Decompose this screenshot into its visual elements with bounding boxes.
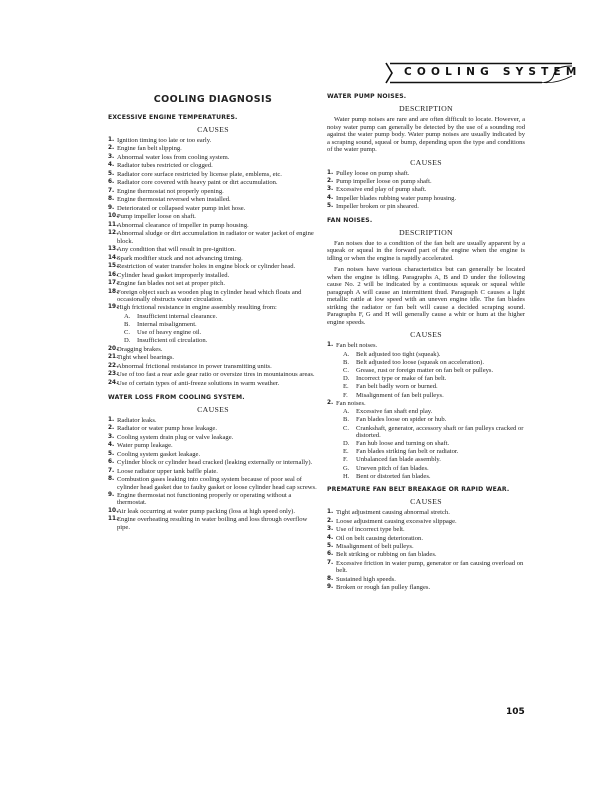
sub-list-item [336, 416, 525, 423]
sub-list-item [117, 313, 318, 320]
item-text: Excessive end play of pump shaft. [336, 186, 427, 194]
fan-noises-description-2: Fan noises have various characteristics but can generally be located when the engine is idling. Paragraphs A, B and D under the following cause No. 2 will be indicated by a continuous squeak or squeal while paragraph A will cause an intermittent thud. Paragraph C causes a light metallic rattle at low speed with an uneven engine idle. The fan blades striking the radiator or fan belt will cause a decided scraping sound. Paragraphs F, G and H will generally cause a whir or hum at the higher engine speeds. [327, 266, 525, 326]
item-number: 8. [108, 476, 115, 483]
sub-item-letter: G. [343, 464, 350, 472]
sub-list-item [117, 329, 318, 336]
item-number: 9. [108, 492, 115, 499]
list-item [108, 145, 318, 152]
right-column [327, 90, 525, 595]
list-item [327, 518, 525, 525]
left-column [108, 90, 318, 534]
list-item [108, 476, 318, 491]
sub-list-item [336, 367, 525, 374]
item-text: Engine thermostat reversed when installed. [117, 196, 231, 204]
list-item [108, 451, 318, 458]
item-number: 23. [108, 371, 119, 378]
item-text: Spark modifier stuck and not advancing timing. [117, 254, 243, 262]
list-item [108, 459, 318, 466]
item-text: Pulley loose on pump shaft. [336, 169, 410, 177]
water-loss-heading: WATER LOSS FROM COOLING SYSTEM. [108, 393, 245, 401]
item-text: Engine thermostat not functioning properly or operating without a thermostat. [117, 492, 292, 507]
item-text: Impeller blades rubbing water pump housing. [336, 194, 457, 202]
list-item [108, 272, 318, 279]
item-number: 9. [327, 584, 334, 591]
item-text: Tight adjustment causing abnormal stretch. [336, 509, 450, 517]
item-number: 11. [108, 221, 119, 228]
item-number: 4. [327, 194, 334, 201]
list-item [327, 535, 525, 542]
sub-item-text: Belt adjusted too tight (squeak). [356, 350, 441, 358]
item-number: 6. [108, 459, 115, 466]
item-number: 7. [108, 467, 115, 474]
list-item [327, 203, 525, 210]
item-number: 15. [108, 263, 119, 270]
list-item [327, 178, 525, 185]
item-text: Radiator core covered with heavy paint or dirt accumulation. [117, 179, 278, 187]
list-item [108, 442, 318, 449]
item-number: 1. [327, 342, 334, 349]
item-text: Fan belt noises. [336, 342, 378, 350]
description-label: DESCRIPTION [399, 227, 453, 237]
sub-item-text: Belt adjusted too loose (squeak on acceleration). [356, 358, 484, 366]
item-text: Deteriorated or collapsed water pump inlet hose. [117, 204, 246, 212]
fan-noises-description-1: Fan noises due to a condition of the fan belt are usually apparent by a squeak or squeal in the forward part of the engine when the engine is idling or when the engine is rapidly accelerated. [327, 239, 525, 262]
item-number: 4. [327, 534, 334, 541]
sub-list-item [336, 448, 525, 455]
item-number: 17. [108, 280, 119, 287]
item-number: 6. [108, 179, 115, 186]
item-text: Ignition timing too late or too early. [117, 137, 212, 144]
item-text: Abnormal sludge or dirt accumulation in radiator or water jacket of engine block. [117, 230, 314, 245]
list-item [108, 346, 318, 353]
item-number: 3. [108, 153, 115, 160]
description-label: DESCRIPTION [399, 104, 453, 113]
item-text: Abnormal water loss from cooling system. [117, 153, 230, 161]
item-number: 1. [108, 137, 115, 143]
list-item [108, 425, 318, 432]
list-item [108, 434, 318, 441]
sub-item-text: Bent or distorted fan blades. [356, 472, 431, 480]
sub-item-text: Incorrect type or make of fan belt. [356, 375, 447, 383]
item-text: Impeller broken or pin sheared. [336, 203, 419, 211]
item-text: Misalignment of belt pulleys. [336, 543, 414, 550]
item-text: Foreign object such as wooden plug in cylinder head which floats and occasionally obstructs water circulation. [117, 288, 302, 303]
item-number: 4. [108, 442, 115, 449]
item-number: 6. [327, 551, 334, 558]
item-text: Any condition that will result in pre-ignition. [117, 246, 236, 254]
item-text: Fan noises. [336, 399, 366, 407]
list-item [327, 551, 525, 558]
premature-wear-heading: PREMATURE FAN BELT BREAKAGE OR RAPID WEAR. [327, 486, 510, 494]
list-item [108, 304, 318, 344]
sub-item-letter: B. [124, 320, 131, 328]
item-text: Cooling system gasket leakage. [117, 450, 201, 458]
sub-list-item [336, 473, 525, 480]
item-text: Pump impeller loose on pump shaft. [336, 177, 432, 185]
sub-item-text: Excessive fan shaft end play. [356, 408, 433, 416]
sub-item-text: Misalignment of fan belt pulleys. [356, 391, 444, 399]
item-text: Engine fan belt slipping. [117, 145, 182, 153]
item-text: Restriction of water transfer holes in engine block or cylinder head. [117, 263, 296, 271]
list-item [108, 380, 318, 387]
sub-list-item [336, 375, 525, 382]
list-item [108, 371, 318, 378]
item-text: Use of incorrect type belt. [336, 526, 405, 534]
item-number: 5. [108, 170, 115, 177]
item-number: 3. [327, 186, 334, 193]
page-title: COOLING DIAGNOSIS [153, 94, 273, 105]
sub-item-letter: C. [124, 329, 131, 337]
sub-item-letter: A. [343, 408, 350, 416]
sub-item-letter: A. [343, 350, 350, 358]
sub-item-letter: E. [343, 383, 349, 391]
item-text: Use of too fast a rear axle gear ratio or oversize tires in mountainous areas. [117, 371, 315, 379]
list-item [108, 230, 318, 245]
item-number: 5. [327, 543, 334, 549]
sub-item-text: Fan blades striking fan belt or radiator. [356, 448, 459, 456]
item-text: Pump impeller loose on shaft. [117, 213, 196, 221]
item-number: 8. [327, 575, 334, 582]
sub-list-item [336, 383, 525, 390]
item-number: 3. [108, 433, 115, 440]
list-item [108, 171, 318, 178]
excessive-temps-heading: EXCESSIVE ENGINE TEMPERATURES. [108, 114, 238, 121]
sub-list-item [117, 337, 318, 344]
sub-item-letter: C. [343, 366, 350, 374]
item-number: 10. [108, 507, 119, 514]
sub-list [336, 408, 525, 480]
list-item [108, 196, 318, 203]
fan-noises-heading: FAN NOISES. [327, 216, 373, 224]
list-item [108, 417, 318, 424]
list-item [327, 526, 525, 533]
premature-wear-list [327, 509, 525, 591]
section-title: COOLING SYSTEM [404, 66, 582, 78]
sub-item-text: Use of heavy engine oil. [137, 329, 202, 337]
sub-item-text: Fan belt badly worn or burned. [356, 383, 438, 391]
sub-item-text: Unbalanced fan blade assembly. [356, 456, 441, 464]
sub-item-letter: D. [343, 375, 350, 383]
item-text: Radiator leaks. [117, 416, 157, 424]
sub-item-letter: B. [343, 358, 350, 366]
item-text: Cooling system drain plug or valve leakage. [117, 433, 234, 441]
item-number: 4. [108, 162, 115, 169]
item-number: 20. [108, 345, 119, 352]
sub-list-item [336, 465, 525, 472]
list-item [327, 543, 525, 550]
item-text: Abnormal frictional resistance in power transmitting units. [117, 362, 272, 370]
sub-list-item [336, 408, 525, 415]
item-number: 18. [108, 288, 119, 295]
item-number: 19. [108, 304, 119, 311]
list-item [108, 363, 318, 370]
item-text: Excessive friction in water pump, generator or fan causing overload on belt. [336, 559, 524, 575]
item-text: High frictional resistance in engine assembly resulting from: [117, 304, 277, 312]
list-item [327, 576, 525, 583]
item-text: Engine overheating resulting in water boiling and loss through overflow pipe. [117, 516, 308, 531]
water-pump-list [327, 170, 525, 211]
sub-list-item [336, 425, 525, 439]
sub-item-letter: D. [343, 440, 350, 448]
item-number: 8. [108, 196, 115, 203]
item-number: 1. [327, 509, 334, 516]
sub-item-text: Insufficient internal clearance. [137, 312, 218, 320]
item-number: 9. [108, 204, 115, 211]
sub-item-text: Fan blades loose on spider or hub. [356, 416, 447, 424]
item-number: 5. [327, 203, 334, 210]
item-number: 5. [108, 450, 115, 457]
item-text: Radiator or water pump hose leakage. [117, 425, 217, 433]
list-item [108, 179, 318, 186]
excessive-temps-list [108, 137, 318, 387]
item-number: 3. [327, 526, 334, 533]
item-number: 14. [108, 254, 119, 261]
item-number: 2. [108, 425, 115, 432]
item-number: 2. [327, 177, 334, 184]
item-text: Sustained high speeds. [336, 575, 396, 583]
item-text: Broken or rough fan pulley flanges. [336, 584, 431, 592]
item-number: 2. [327, 399, 334, 406]
water-loss-list [108, 417, 318, 531]
item-text: Water pump leakage. [117, 442, 173, 450]
sub-item-text: Internal misalignment. [137, 320, 197, 328]
list-item [327, 186, 525, 193]
item-number: 24. [108, 379, 119, 386]
sub-item-letter: F. [343, 456, 348, 464]
item-number: 11. [108, 516, 119, 523]
item-number: 2. [327, 517, 334, 524]
item-text: Belt striking or rubbing on fan blades. [336, 551, 437, 559]
sub-item-letter: H. [343, 472, 350, 480]
water-pump-description: Water pump noises are rare and are often difficult to locate. However, a noisy water pump can generally be detected by the use of a sounding rod against the water pump body. Water pump noises are usually indicated by a scraping sound, squeal or bump, depending upon the type and conditions of the water pump. [327, 116, 525, 153]
list-item [108, 354, 318, 361]
item-text: Radiator core surface restricted by license plate, emblems, etc. [117, 170, 282, 178]
item-number: 2. [108, 145, 115, 152]
item-text: Engine fan blades not set at proper pitch. [117, 280, 226, 288]
item-number: 13. [108, 246, 119, 253]
list-item [108, 188, 318, 195]
sub-list [336, 351, 525, 399]
item-number: 16. [108, 271, 119, 278]
list-item [327, 342, 525, 399]
causes-label: CAUSES [197, 404, 229, 414]
list-item [108, 263, 318, 270]
water-pump-heading: WATER PUMP NOISES. [327, 93, 407, 100]
sub-item-letter: A. [124, 312, 131, 320]
list-item [108, 468, 318, 475]
item-text: Air leak occurring at water pump packing (loss at high speed only). [117, 507, 295, 515]
list-item [327, 509, 525, 516]
sub-item-text: Grease, rust or foreign matter on fan belt or pulleys. [356, 366, 494, 374]
item-text: Engine thermostat not properly opening. [117, 187, 224, 195]
item-number: 10. [108, 213, 119, 220]
sub-item-text: Uneven pitch of fan blades. [356, 464, 429, 472]
item-number: 21. [108, 354, 119, 361]
item-text: Cylinder block or cylinder head cracked (leaking externally or internally). [117, 459, 313, 467]
item-number: 22. [108, 362, 119, 369]
sub-list-item [117, 321, 318, 328]
sub-list-item [336, 351, 525, 358]
list-item [108, 137, 318, 144]
causes-label: CAUSES [197, 125, 229, 134]
item-number: 7. [108, 187, 115, 194]
sub-item-text: Crankshaft, generator, accessory shaft or fan pulleys cracked or distorted. [356, 424, 524, 439]
page-number: 105 [506, 707, 525, 717]
item-text: Loose radiator upper tank baffle plate. [117, 467, 218, 475]
list-item [108, 492, 318, 507]
list-item [108, 222, 318, 229]
sub-list-item [336, 440, 525, 447]
list-item [108, 516, 318, 531]
sub-item-letter: B. [343, 416, 350, 424]
list-item [327, 560, 525, 575]
item-text: Combustion gases leaking into cooling system because of poor seal of cylinder head gasket due to faulty gasket or loose cylinder head cap screws. [117, 476, 317, 491]
list-item [327, 584, 525, 591]
list-item [327, 195, 525, 202]
sub-item-text: Insufficient oil circulation. [137, 337, 208, 345]
item-text: Oil on belt causing deterioration. [336, 534, 423, 542]
item-number: 7. [327, 559, 334, 566]
list-item [108, 213, 318, 220]
list-item [108, 289, 318, 304]
sub-item-letter: E. [343, 448, 349, 456]
list-item [108, 162, 318, 169]
section-banner [384, 62, 582, 84]
list-item [108, 255, 318, 262]
item-number: 12. [108, 230, 119, 237]
list-item [108, 205, 318, 212]
causes-label: CAUSES [410, 330, 442, 340]
item-text: Loose adjustment causing excessive slippage. [336, 517, 457, 525]
sub-list-item [336, 359, 525, 366]
list-item [327, 400, 525, 480]
sub-list-item [336, 456, 525, 463]
sub-list [117, 313, 318, 345]
sub-item-letter: F. [343, 391, 348, 399]
item-text: Radiator tubes restricted or clogged. [117, 162, 213, 170]
list-item [108, 246, 318, 253]
item-text: Cylinder head gasket improperly installed. [117, 271, 230, 279]
list-item [108, 280, 318, 287]
sub-item-letter: C. [343, 424, 350, 432]
item-text: Tight wheel bearings. [117, 354, 175, 362]
causes-label: CAUSES [410, 157, 442, 167]
causes-label: CAUSES [410, 497, 442, 507]
item-number: 1. [327, 169, 334, 176]
list-item [108, 508, 318, 515]
item-text: Dragging brakes. [117, 345, 163, 353]
item-text: Abnormal clearance of impeller in pump housing. [117, 221, 249, 229]
item-text: Use of certain types of anti-freeze solutions in warm weather. [117, 379, 280, 387]
sub-list-item [336, 392, 525, 399]
fan-noises-list [327, 342, 525, 480]
list-item [108, 154, 318, 161]
list-item [327, 170, 525, 177]
sub-item-text: Fan hub loose and turning on shaft. [356, 440, 450, 448]
item-number: 1. [108, 416, 115, 423]
sub-item-letter: D. [124, 337, 131, 345]
